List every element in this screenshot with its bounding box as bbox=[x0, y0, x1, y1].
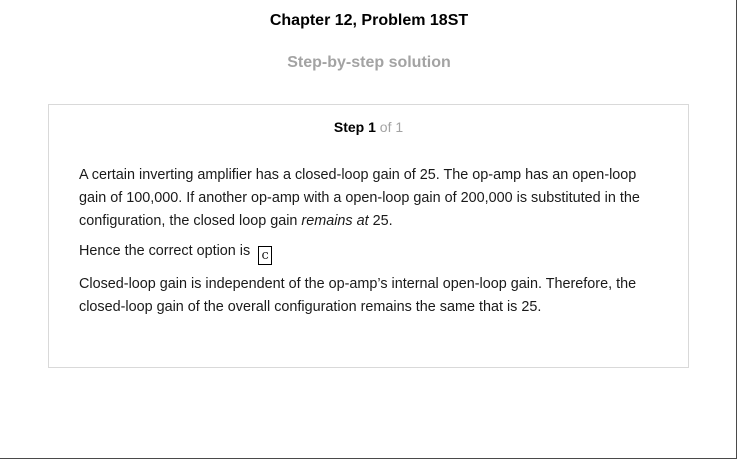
step-header bbox=[49, 119, 688, 135]
problem-paragraph: A certain inverting amplifier has a closed-loop gain of 25. The op-amp has an open-loop gain of 100,000. If another op-amp with a open-loop gain of 200,000 is substituted in the configuration, the closed loop gain remains at 25. bbox=[79, 167, 640, 229]
answer-line: Hence the correct option is c bbox=[79, 240, 659, 265]
step-total: of 1 bbox=[379, 119, 404, 135]
emphasis-text: remains at bbox=[301, 213, 369, 229]
answer-option-box: c bbox=[258, 246, 272, 265]
solution-subtitle: Step-by-step solution bbox=[287, 54, 451, 71]
solution-body bbox=[79, 164, 659, 319]
chapter-title: Chapter 12, Problem 18ST bbox=[269, 12, 469, 29]
step-label: Step 1 bbox=[333, 119, 376, 135]
step-card bbox=[48, 104, 689, 368]
explanation-paragraph: Closed-loop gain is independent of the op-amp’s internal open-loop gain. Therefore, the closed-loop gain of the overall configuration remains the same that is 25. bbox=[79, 276, 637, 315]
